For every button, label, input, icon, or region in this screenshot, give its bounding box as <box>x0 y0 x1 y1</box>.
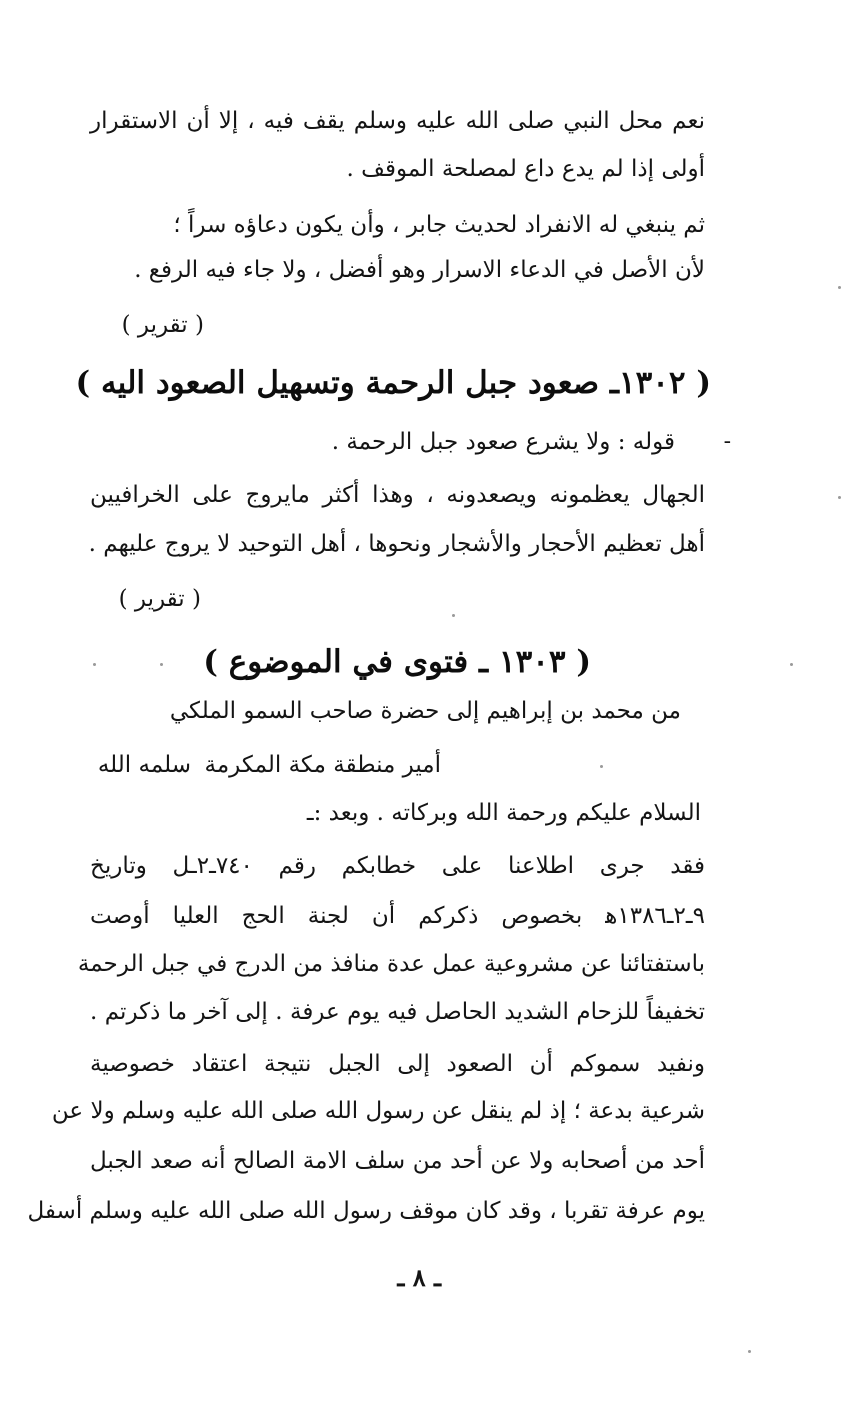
text-line: نعم محل النبي صلى الله عليه وسلم يقف فيه ، إلا أن الاستقرار <box>90 108 705 134</box>
letter-recipient: أمير منطقة مكة المكرمة <box>204 752 441 778</box>
scan-speck <box>838 496 841 499</box>
scan-speck <box>600 765 603 768</box>
scan-speck <box>160 663 163 666</box>
source-citation: ( تقرير ) <box>121 312 204 338</box>
paragraph-line: ونفيد سموكم أن الصعود إلى الجبل نتيجة اعتقاد خصوصية <box>90 1051 705 1077</box>
scan-speck <box>838 286 841 289</box>
paragraph-line: شرعية بدعة ؛ إذ لم ينقل عن رسول الله صلى الله عليه وسلم ولا عن <box>51 1098 705 1124</box>
section-heading-1302: ( ١٣٠٢ـ صعود جبل الرحمة وتسهيل الصعود اليه ) <box>75 365 711 401</box>
text-line: الجهال يعظمونه ويصعدونه ، وهذا أكثر مايروج على الخرافيين <box>90 482 705 508</box>
quote-dash: - <box>723 429 731 454</box>
scan-speck <box>748 1350 751 1353</box>
text-line: أولى إذا لم يدع داع لمصلحة الموقف . <box>346 156 705 182</box>
text-line: ثم ينبغي له الانفراد لحديث جابر ، وأن يكون دعاؤه سراً ؛ <box>173 212 705 238</box>
scan-speck <box>452 614 455 617</box>
paragraph-line: فقد جرى اطلاعنا على خطابكم رقم ٧٤٠ـ٢ـل وتاريخ <box>90 853 705 879</box>
quote-line: قوله : ولا يشرع صعود جبل الرحمة . <box>331 429 675 455</box>
letter-blessing: سلمه الله <box>97 752 191 778</box>
paragraph-line: ٩ـ٢ـ١٣٨٦ﻫ بخصوص ذكركم أن لجنة الحج العليا أوصت <box>90 903 705 929</box>
source-citation: ( تقرير ) <box>118 586 201 612</box>
page-number: ـ ٨ ـ <box>397 1263 441 1292</box>
text-line: لأن الأصل في الدعاء الاسرار وهو أفضل ، ولا جاء فيه الرفع . <box>134 257 705 283</box>
paragraph-line: يوم عرفة تقربا ، وقد كان موقف رسول الله صلى الله عليه وسلم أسفل <box>27 1198 705 1224</box>
letter-greeting: السلام عليكم ورحمة الله وبركاته . وبعد :ـ <box>306 800 701 826</box>
section-heading-1303: ( ١٣٠٣ ـ فتوى في الموضوع ) <box>203 644 591 680</box>
letter-from-line: من محمد بن إبراهيم إلى حضرة صاحب السمو الملكي <box>169 698 681 724</box>
scan-speck <box>790 663 793 666</box>
paragraph-line: أحد من أصحابه ولا عن أحد من سلف الامة الصالح أنه صعد الجبل <box>90 1148 705 1174</box>
scan-speck <box>93 663 96 666</box>
paragraph-line: تخفيفاً للزحام الشديد الحاصل فيه يوم عرفة . إلى آخر ما ذكرتم . <box>90 999 705 1025</box>
paragraph-line: باستفتائنا عن مشروعية عمل عدة منافذ من الدرج في جبل الرحمة <box>77 951 705 977</box>
text-line: أهل تعظيم الأحجار والأشجار ونحوها ، أهل التوحيد لا يروج عليهم . <box>88 531 705 557</box>
